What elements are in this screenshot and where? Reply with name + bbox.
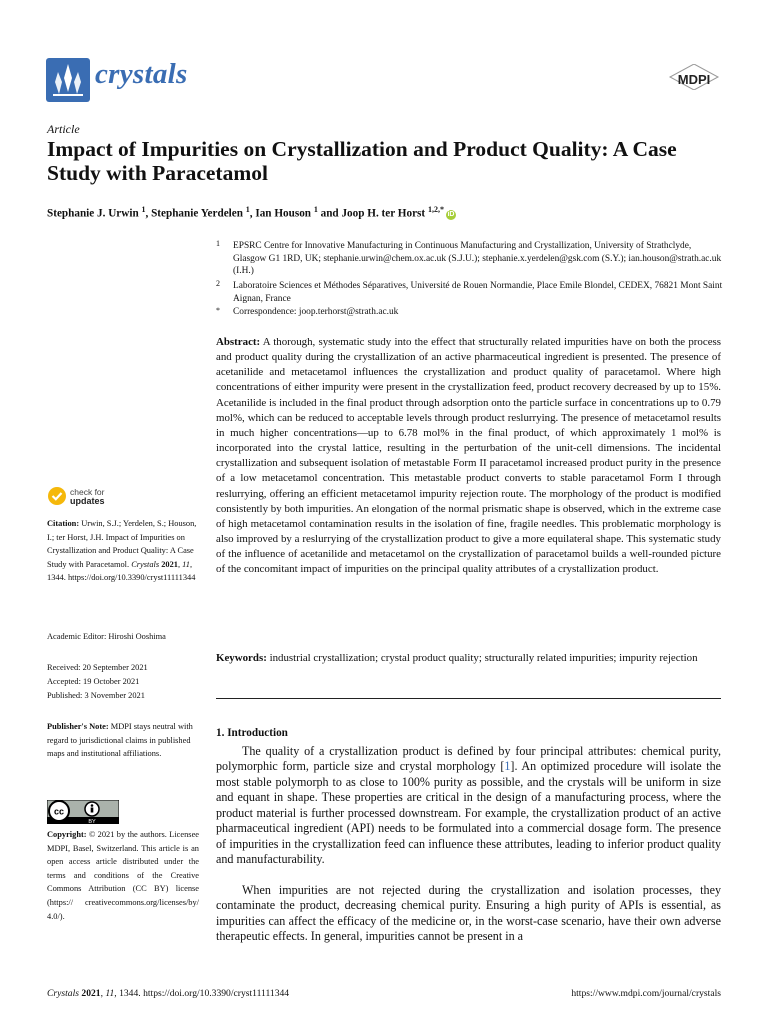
author-list: [47, 205, 456, 220]
abstract: [216, 335, 721, 578]
para1-text-cont: ]. An optimized procedure will isolate the most stable polymorph to as close to 100% purity as possible, and the crystals will be uniform in size and equant in shape. These properties are critical in the design of a manufacturing process, where the product material is further processed downstream. For example, the crystallization product of an active pharmaceutical ingredient (API) needs to be formulated into a commercial dosage form. The presence of impurities in the crystallization feed can influence these attributes, leading to inferior product quality and manufacturability.: [216, 759, 721, 867]
footer-journal: Crystals: [47, 988, 79, 999]
publisher-note: [47, 720, 199, 761]
journal-name: crystals: [95, 58, 188, 90]
updates-line2: updates: [70, 496, 105, 506]
citation-doi[interactable]: , 1344. https://doi.org/10.3390/cryst11111344: [47, 559, 196, 583]
footer-volume: 11: [105, 988, 115, 999]
author-name: Ian Houson: [255, 207, 314, 220]
publisher-note-text: MDPI stays neutral with regard to jurisdictional claims in published maps and institutional affiliations.: [47, 722, 193, 759]
author-affiliation-sup: 1: [245, 205, 250, 214]
article-type: Article: [47, 122, 80, 136]
article-title: Impact of Impurities on Crystallization and Product Quality: A Case Study with Paracetamol: [47, 137, 677, 185]
author-name: Stephanie J. Urwin: [47, 207, 142, 220]
cc-by-license-icon[interactable]: [47, 800, 119, 824]
author-affiliation-sup: 1: [313, 205, 318, 214]
publisher-name: MDPI: [677, 72, 711, 87]
footer-citation: Crystals 2021, 11, 1344. https://doi.org/10.3390/cryst11111344: [47, 988, 290, 999]
citation-label: Citation:: [47, 519, 80, 528]
affiliation-text: EPSRC Centre for Innovative Manufacturing in Continuous Manufacturing and Crystallization, University of Strathclyde, Glasgow G1 1RD, UK; stephanie.urwin@chem.ox.ac.uk (S.J.U.); stephanie.x.yerdelen@gsk.com (S.Y.); ian.houson@strath.ac.uk (I.H.): [233, 241, 722, 276]
footer-doi[interactable]: , 1344. https://doi.org/10.3390/cryst11111344: [114, 988, 290, 999]
citation-year: 2021: [161, 559, 178, 569]
updates-line1: check for: [70, 487, 105, 497]
author-separator: ,: [145, 207, 152, 220]
received-date: Received: 20 September 2021: [47, 663, 148, 672]
check-updates-icon[interactable]: [47, 486, 67, 506]
citation-text: Urwin, S.J.; Yerdelen, S.; Houson, I.; ter Horst, J.H. Impact of Impurities on Crystallization and Product Quality: A Case Study with Paracetamol.: [47, 519, 197, 569]
para1-text: The quality of a crystallization product is defined by four principal attributes: chemical purity, polymorphic form, particle size and crystal morphology [: [216, 744, 721, 774]
footer-year: 2021: [81, 988, 101, 999]
author-affiliation-sup: 1: [141, 205, 146, 214]
keywords-text: industrial crystallization; crystal product quality; structurally related impurities; impurity rejection: [269, 652, 698, 664]
affiliation-text: Laboratoire Sciences et Méthodes Séparatives, Université de Rouen Normandie, Place Emile Blondel, CEDEX, 76821 Mont Saint Aignan, France: [233, 281, 723, 304]
citation-journal: Crystals: [131, 559, 160, 569]
publisher-note-label: Publisher's Note:: [47, 722, 109, 731]
abstract-text: A thorough, systematic study into the effect that structurally related impurities have on both the process and product quality during the crystallization of an active pharmaceutical ingredient is presented. The presence of acetanilide and metacetamol influences the crystallization and product quality of paracetamol. Where high concentrations of either impurity were present in the crystallization feed, product recovery decreased by up to 15%. Acetanilide is included in the final product through adsorption onto the particle surface in concentrations up to 0.79 mol%, which can be reduced to acceptable levels through product reslurrying. The presence of metacetamol results in much higher concentrations—up to 6.78 mol% in the final product, of which approximately 1 mol% is incorporated into the crystal lattice, resulting in the perturbation of the unit-cell dimensions. The incidental crystallization and subsequent isolation of metastable Form II paracetamol increased product purity in the presence of a low metacetamol concentration. This metastable product converts to stable paracetamol Form I through reslurrying, offering an efficient metacetamol impurity rejection route. The morphology of the product is modified consistently by both impurities. An elongation of the normal prismatic shape is observed, which in the extreme case of high metacetamol contamination results in the isolation of fine, fragile needles. This problematic morphology is also improved by a reslurrying of the crystallization product to give a more equilateral shape. This systematic study of the influence of acetanilide and metacetamol on the crystallization of paracetamol builds a well-rounded picture of the concomitant impact of impurities on the principal quality attributes of a crystallization product.: [216, 336, 722, 576]
affiliation-number: 1: [216, 239, 220, 248]
correspondence: Correspondence: joop.terhorst@strath.ac.uk: [233, 307, 399, 317]
citation: Citation: Urwin, S.J.; Yerdelen, S.; Houson, I.; ter Horst, J.H. Impact of Impurities on Crystallization and Product Quality: A Case Study with Paracetamol. Crystals 2021, 11, 1344. https://doi.org/10.3390/cryst11111344: [47, 519, 197, 583]
published-date: Published: 3 November 2021: [47, 691, 145, 700]
accepted-date: Accepted: 19 October 2021: [47, 677, 140, 686]
author-name: Joop H. ter Horst: [341, 207, 428, 220]
intro-paragraph-2: When impurities are not rejected during the crystallization and isolation processes, they contaminate the product, decreasing chemical purity. Ensuring a high purity of APIs is essential, as impurities can affect the efficacy of the medicine or, in the worst-case scenario, have their own adverse therapeutic effects. In general, impurities cannot be present in a: [216, 883, 721, 944]
footer-journal-url[interactable]: https://www.mdpi.com/journal/crystals: [571, 988, 721, 999]
orcid-icon[interactable]: iD: [447, 210, 455, 218]
affiliation-number: 2: [216, 279, 220, 288]
keywords-label: Keywords:: [216, 652, 267, 664]
author-name: Stephanie Yerdelen: [151, 207, 246, 220]
author-separator: and: [317, 207, 342, 220]
cc-by-label: BY: [88, 819, 96, 824]
affiliation-number: *: [216, 306, 220, 315]
citation-volume: 11: [182, 559, 190, 569]
keywords: [216, 651, 721, 666]
academic-editor: Academic Editor: Hiroshi Ooshima: [47, 632, 166, 641]
copyright-label: Copyright:: [47, 830, 87, 839]
abstract-label: Abstract:: [216, 336, 261, 348]
svg-text:cc: cc: [53, 806, 65, 817]
copyright: [47, 828, 199, 923]
intro-paragraph-1: [216, 744, 721, 868]
author-affiliation-sup: 1,2,*: [427, 205, 444, 214]
section-heading: 1. Introduction: [216, 727, 288, 739]
divider: [216, 698, 721, 699]
author-separator: ,: [249, 207, 256, 220]
crystals-logo-icon: [46, 58, 90, 102]
reference-link[interactable]: 1: [504, 759, 511, 774]
check-updates-button[interactable]: [70, 488, 105, 506]
copyright-text: © 2021 by the authors. Licensee MDPI, Basel, Switzerland. This article is an open access article distributed under the terms and conditions of the Creative Commons Attribution (CC BY) license (https:// creativecommons.org/licenses/by/ 4.0/).: [47, 830, 199, 921]
